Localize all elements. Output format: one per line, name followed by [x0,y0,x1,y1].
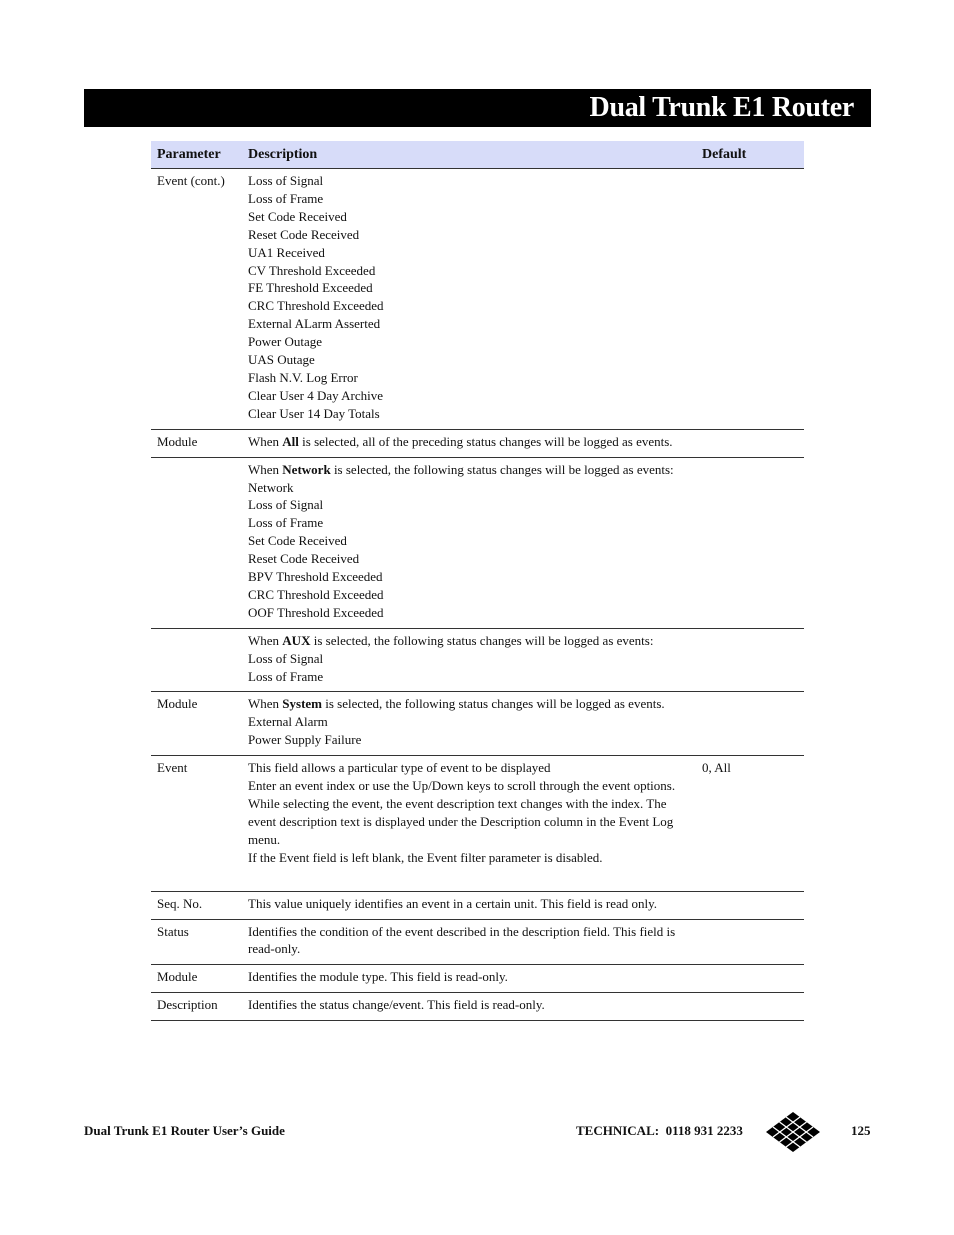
intro-keyword: System [282,696,323,712]
event-type: CV Threshold Exceeded [248,262,376,278]
event-type: BPV Threshold Exceeded [248,569,383,585]
event-type: Loss of Signal [248,173,324,188]
description-paragraph: If the Event field is left blank, the Event filter parameter is disabled. [248,849,603,865]
table-row [151,628,804,692]
intro-lead: When [248,461,283,477]
intro-tail: is selected, all of the preceding status changes will be logged as events. [298,433,673,449]
header-default: Default [696,141,804,169]
description-intro [248,632,682,650]
cell-parameter: Event [151,756,242,891]
cell-default [696,692,804,756]
cell-parameter [151,628,242,692]
table-row [151,756,804,891]
description-intro [248,461,682,479]
description-intro [248,433,682,451]
page-number: 125 [851,1123,871,1138]
event-type: Loss of Signal [248,650,324,666]
intro-tail: is selected, the following status changes will be logged as events: [310,632,654,648]
description-intro [248,695,682,713]
event-type: Power Supply Failure [248,732,362,748]
event-type: FE Threshold Exceeded [248,280,373,296]
description-paragraph: This field allows a particular type of event to be displayed [248,760,551,776]
table-row [151,965,804,993]
intro-lead: When [248,696,283,712]
event-type: Loss of Frame [248,515,324,531]
intro-tail: is selected, the following status changes will be logged as events. [322,696,665,712]
cell-parameter: Module [151,692,242,756]
description-paragraph: Identifies the condition of the event described in the description field. This field is read-only. [248,923,676,957]
cell-parameter: Seq. No. [151,891,242,919]
cell-default [696,628,804,692]
header-description: Description [242,141,696,169]
description-paragraph: Enter an event index or use the Up/Down keys to scroll through the event options. While selecting the event, the event description text changes with the index. The event description text is displayed under the Description column in the Event Log menu. [248,778,676,847]
table-header-row [151,141,804,169]
cell-default [696,993,804,1021]
cell-default [696,429,804,457]
event-type: Set Code Received [248,533,347,549]
intro-lead: When [248,632,283,648]
table-row [151,993,804,1021]
event-type: Network [248,479,294,495]
cell-description [242,891,696,919]
cell-default [696,169,804,430]
footer-technical-phone: TECHNICAL: 0118 931 2233 [576,1123,743,1138]
cell-description [242,919,696,965]
event-type: Flash N.V. Log Error [248,369,358,385]
cell-parameter: Event (cont.) [151,169,242,430]
cell-description [242,756,696,891]
intro-keyword: All [282,433,299,449]
event-type: Reset Code Received [248,551,360,567]
event-type: UA1 Received [248,244,325,260]
event-type: Clear User 14 Day Totals [248,405,380,421]
table-row [151,429,804,457]
cell-parameter: Description [151,993,242,1021]
event-type: Reset Code Received [248,226,360,242]
intro-keyword: Network [282,461,331,477]
header-banner [84,89,871,127]
event-type: Power Outage [248,334,323,350]
event-type: External Alarm [248,714,328,730]
event-type: OOF Threshold Exceeded [248,604,384,620]
description-paragraph: Identifies the module type. This field is read-only. [248,969,508,985]
intro-lead: When [248,433,283,449]
black-box-diamond-logo-icon [765,1111,821,1153]
table-row [151,457,804,628]
cell-description [242,965,696,993]
event-type: Loss of Signal [248,497,324,513]
event-type: UAS Outage [248,352,315,368]
cell-description [242,628,696,692]
event-type: CRC Threshold Exceeded [248,586,384,602]
cell-default: 0, All [696,756,804,891]
description-paragraph: Identifies the status change/event. This field is read-only. [248,997,545,1013]
event-type: Set Code Received [248,208,347,224]
description-paragraph: This value uniquely identifies an event in a certain unit. This field is read only. [248,895,658,911]
event-type: CRC Threshold Exceeded [248,298,384,314]
cell-parameter: Status [151,919,242,965]
footer-guide-title: Dual Trunk E1 Router User’s Guide [84,1123,285,1138]
cell-parameter [151,457,242,628]
table-row [151,692,804,756]
intro-tail: is selected, the following status changes will be logged as events: [330,461,674,477]
cell-default [696,919,804,965]
cell-default [696,457,804,628]
cell-description [242,692,696,756]
page-title: Dual Trunk E1 Router [589,92,854,123]
cell-default [696,965,804,993]
cell-parameter: Module [151,965,242,993]
parameter-table [151,141,804,1021]
event-type: Loss of Frame [248,668,324,684]
intro-keyword: AUX [282,632,311,648]
cell-description [242,457,696,628]
table-row [151,919,804,965]
table-row [151,169,804,430]
cell-description [242,169,696,430]
cell-description [242,993,696,1021]
cell-default [696,891,804,919]
cell-description [242,429,696,457]
table-row [151,891,804,919]
event-type: Clear User 4 Day Archive [248,387,384,403]
cell-parameter: Module [151,429,242,457]
event-type: External ALarm Asserted [248,316,381,332]
header-parameter: Parameter [151,141,242,169]
event-type: Loss of Frame [248,190,324,206]
